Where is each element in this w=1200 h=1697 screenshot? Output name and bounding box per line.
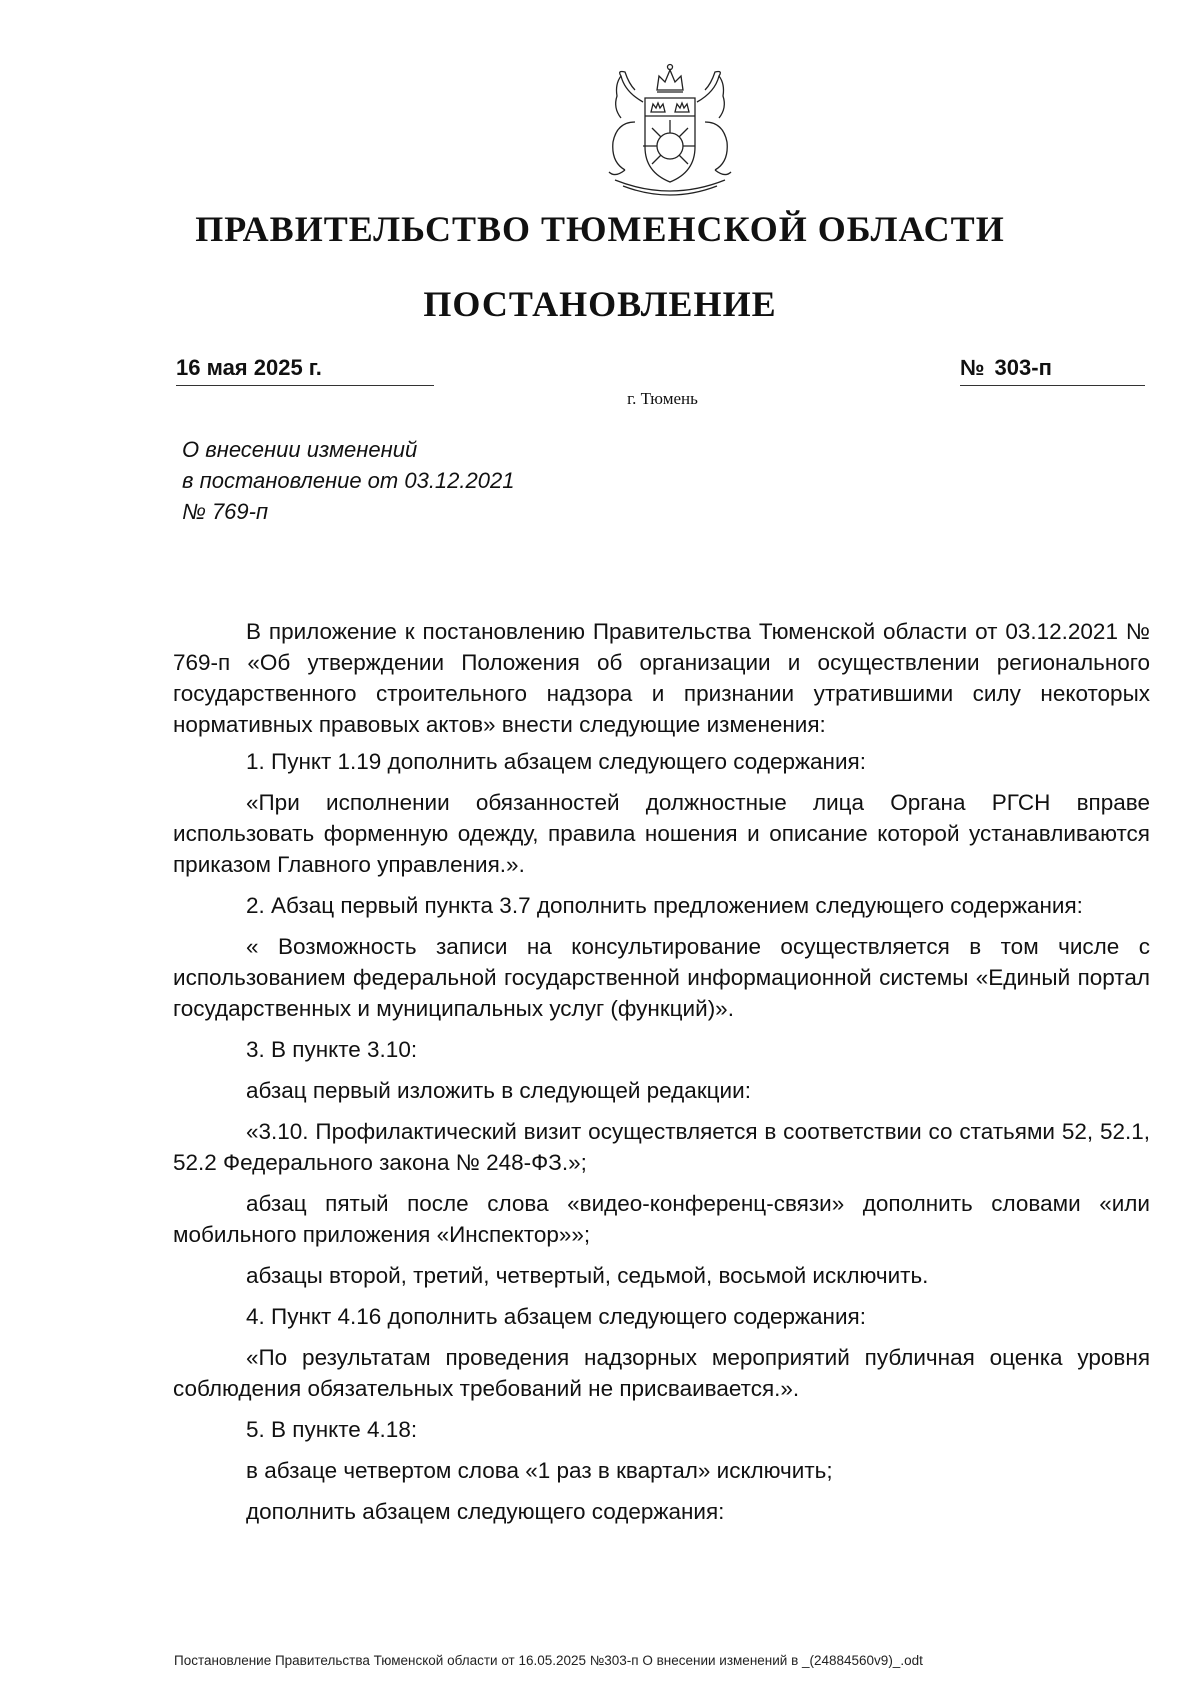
body-paragraph: 1. Пункт 1.19 дополнить абзацем следующего содержания: (246, 749, 866, 774)
subject-line: в постановление от 03.12.2021 (182, 468, 515, 493)
government-title: ПРАВИТЕЛЬСТВО ТЮМЕНСКОЙ ОБЛАСТИ (195, 209, 1005, 249)
document-date: 16 мая 2025 г. (176, 355, 434, 386)
body-paragraph: 3. В пункте 3.10: (246, 1037, 418, 1062)
document-number (960, 355, 1145, 386)
body-paragraph: « Возможность записи на консультирование осуществляется в том числе с использованием федеральной государственной информационной системы «Единый портал государственных и муниципальных услуг (функций)». (173, 934, 1150, 1021)
document-subject (182, 434, 682, 527)
page-footer: Постановление Правительства Тюменской области от 16.05.2025 №303-п О внесении изменений в _(24884560v9)_.odt (174, 1653, 923, 1668)
body-paragraph: 5. В пункте 4.18: (246, 1417, 418, 1442)
body-paragraph: 4. Пункт 4.16 дополнить абзацем следующего содержания: (246, 1304, 866, 1329)
body-paragraph: «По результатам проведения надзорных мероприятий публичная оценка уровня соблюдения обязательных требований не присваивается.». (173, 1345, 1150, 1401)
body-paragraph: дополнить абзацем следующего содержания: (246, 1499, 725, 1524)
coat-of-arms-icon (595, 62, 745, 200)
subject-line: № 769-п (182, 499, 269, 524)
body-paragraph: в абзаце четвертом слова «1 раз в квартал» исключить; (246, 1458, 833, 1483)
document-type: ПОСТАНОВЛЕНИЕ (423, 284, 777, 324)
document-body (173, 616, 1150, 1537)
subject-line: О внесении изменений (182, 437, 418, 462)
body-paragraph: абзац первый изложить в следующей редакции: (246, 1078, 751, 1103)
body-paragraph: «3.10. Профилактический визит осуществляется в соответствии со статьями 52, 52.1, 52.2 Федерального закона № 248-ФЗ.»; (173, 1119, 1150, 1175)
body-paragraph: «При исполнении обязанностей должностные лица Органа РГСН вправе использовать форменную одежду, правила ношения и описание которой устанавливаются приказом Главного управления.». (173, 790, 1150, 877)
body-paragraph: абзац пятый после слова «видео-конференц-связи» дополнить словами «или мобильного приложения «Инспектор»»; (173, 1191, 1150, 1247)
number-sign: № (960, 355, 985, 380)
city: г. Тюмень (627, 389, 698, 408)
number-value: 303-п (994, 355, 1052, 380)
body-paragraph: В приложение к постановлению Правительства Тюменской области от 03.12.2021 № 769-п «Об утверждении Положения об организации и осуществлении регионального государственного строительного надзора и признании утратившими силу некоторых нормативных правовых актов» внести следующие изменения: (173, 619, 1150, 737)
body-paragraph: 2. Абзац первый пункта 3.7 дополнить предложением следующего содержания: (246, 893, 1083, 918)
body-paragraph: абзацы второй, третий, четвертый, седьмой, восьмой исключить. (246, 1263, 929, 1288)
